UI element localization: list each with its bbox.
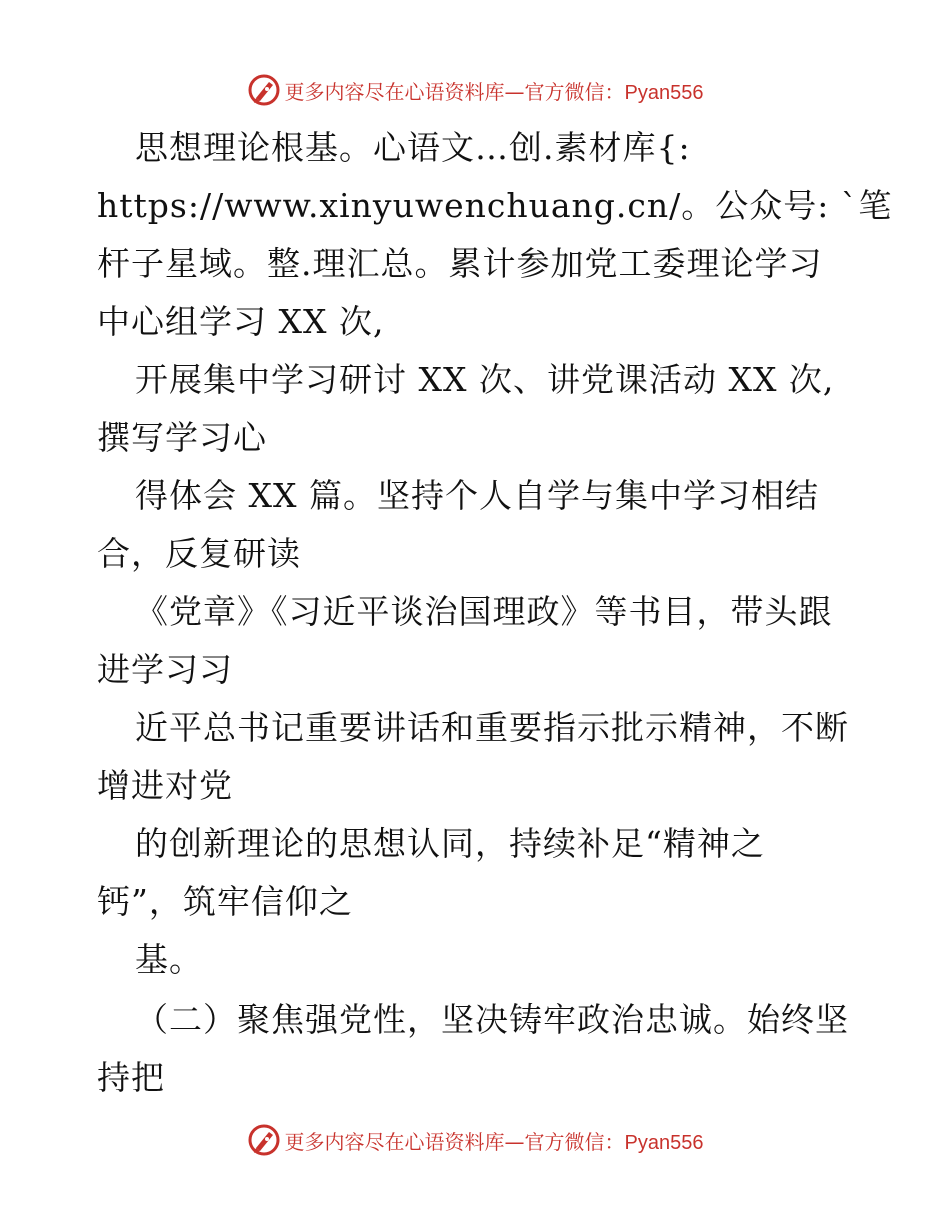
header-wechat-label: 官方微信： — [524, 79, 625, 104]
footer-wechat-label: 官方微信： — [524, 1129, 625, 1154]
body-line-11: 近平总书记重要讲话和重要指示批示精神，不断 — [135, 708, 849, 747]
footer-banner-separator: — — [504, 1129, 525, 1154]
body-line-8: 合，反复研读 — [97, 534, 301, 573]
header-wechat-id: Pyan556 — [624, 81, 704, 104]
body-line-2: https://www.xinyuwenchuang.cn/。公众号: `笔 — [97, 186, 893, 225]
body-line-15: 基。 — [135, 940, 203, 979]
body-line-14: 钙”，筑牢信仰之 — [97, 882, 353, 921]
footer-banner-text: 更多内容尽在心语资料库 — [284, 1129, 505, 1154]
footer-wechat-id: Pyan556 — [624, 1131, 704, 1154]
body-line-17: 持把 — [97, 1058, 165, 1097]
body-line-9: 《党章》《习近平谈治国理政》等书目，带头跟 — [135, 592, 833, 631]
footer-watermark-banner — [0, 1120, 950, 1160]
body-line-1: 思想理论根基。心语文…创.素材库{: — [135, 128, 691, 167]
header-banner-separator: — — [504, 79, 525, 104]
body-line-4: 中心组学习 XX 次, — [97, 302, 385, 341]
body-line-10: 进学习习 — [97, 650, 233, 689]
body-line-12: 增进对党 — [97, 766, 233, 805]
pen-logo-icon — [247, 1123, 281, 1157]
body-line-6: 撰写学习心 — [97, 418, 267, 457]
body-line-16: （二）聚焦强党性，坚决铸牢政治忠诚。始终坚 — [135, 1000, 849, 1039]
body-line-5: 开展集中学习研讨 XX 次、讲党课活动 XX 次, — [135, 360, 835, 399]
body-line-3: 杆子星域。整.理汇总。累计参加党工委理论学习 — [97, 244, 823, 283]
body-line-7: 得体会 XX 篇。坚持个人自学与集中学习相结 — [135, 476, 819, 515]
header-banner-text: 更多内容尽在心语资料库 — [284, 79, 505, 104]
body-line-13: 的创新理论的思想认同，持续补足“精神之 — [135, 824, 765, 863]
